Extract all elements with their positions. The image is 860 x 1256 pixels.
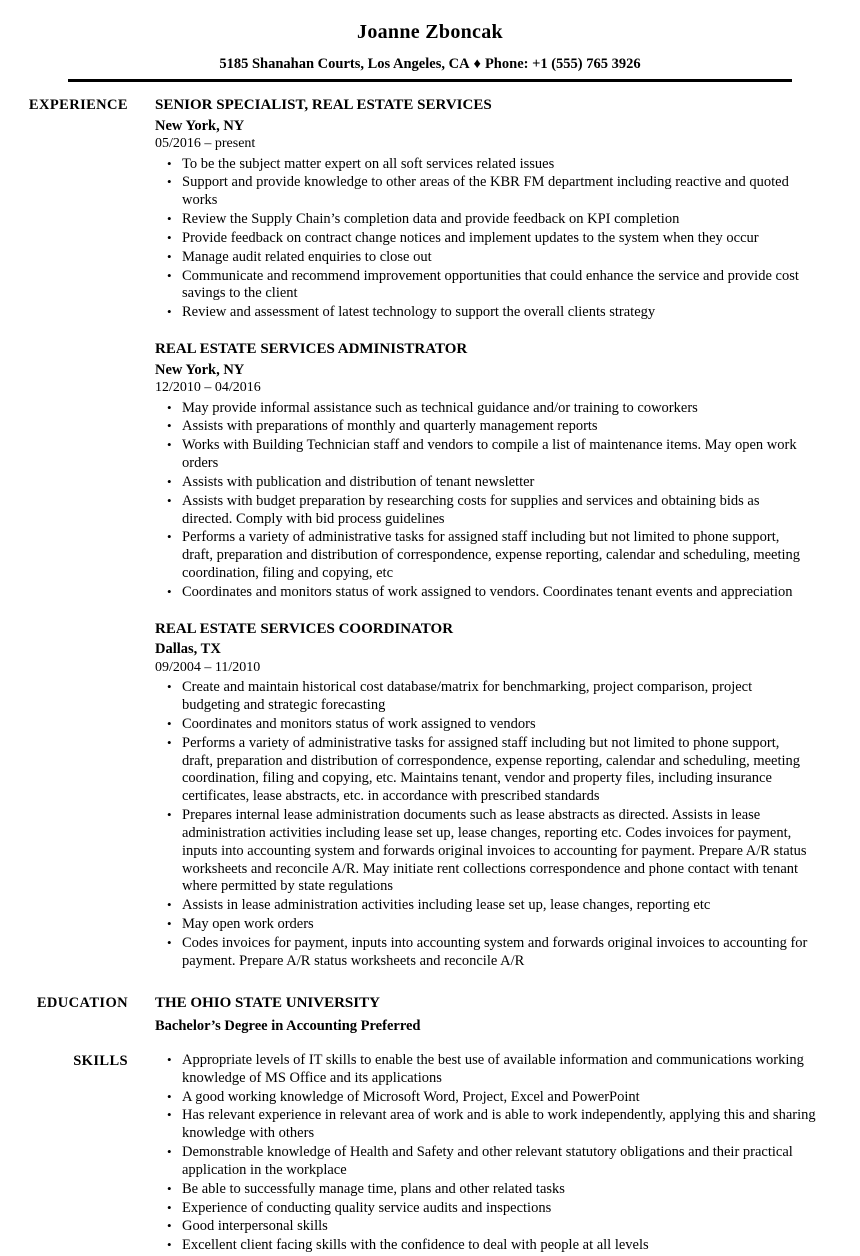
job-location: New York, NY	[155, 117, 245, 134]
skill-bullet: • Appropriate levels of IT skills to enable the best use of available information and communications working knowledge of MS Office and its applications	[155, 1052, 820, 1088]
section-label-education: EDUCATION	[36, 994, 128, 1011]
job-dates: 05/2016 – present	[155, 136, 256, 152]
section-experience	[0, 96, 860, 971]
skills-bullet-list	[155, 1052, 820, 1255]
job-entry	[155, 96, 810, 322]
job-bullet: • Assists with preparations of monthly and quarterly management reports	[155, 418, 810, 436]
contact-address: 5185 Shanahan Courts, Los Angeles, CA	[219, 56, 470, 72]
job-bullet: • Assists with publication and distribution of tenant newsletter	[155, 474, 810, 492]
section-label-experience: EXPERIENCE	[28, 97, 128, 114]
job-bullet: • Provide feedback on contract change notices and implement updates to the system when they occur	[155, 230, 810, 248]
job-location: Dallas, TX	[155, 641, 221, 658]
resume-header	[0, 0, 860, 82]
header-divider	[68, 79, 792, 82]
job-bullet: • Works with Building Technician staff and vendors to compile a list of maintenance items. May open work orders	[155, 437, 810, 473]
job-bullet: • To be the subject matter expert on all soft services related issues	[155, 156, 810, 174]
job-bullet: • Communicate and recommend improvement opportunities that could enhance the service and provide cost savings to the client	[155, 268, 810, 304]
diamond-separator-icon: ♦	[473, 56, 481, 72]
job-dates: 09/2004 – 11/2010	[155, 660, 261, 676]
education-school: THE OHIO STATE UNIVERSITY	[155, 994, 380, 1011]
job-dates: 12/2010 – 04/2016	[155, 380, 261, 396]
job-entry	[155, 620, 810, 971]
education-body	[128, 994, 860, 1036]
skill-bullet: • Be able to successfully manage time, plans and other related tasks	[155, 1181, 820, 1199]
skill-bullet: • Has relevant experience in relevant area of work and is able to work independently, applying this and sharing knowledge with others	[155, 1107, 820, 1143]
job-bullet: • Assists with budget preparation by researching costs for supplies and services and obtaining bids as directed. Comply with bid process guidelines	[155, 493, 810, 529]
section-skills	[0, 1052, 860, 1256]
section-label-skills: SKILLS	[73, 1052, 128, 1069]
experience-body	[128, 96, 860, 971]
job-bullet: • Prepares internal lease administration documents such as lease abstracts as directed. Assists in lease administration activities including lease set up, lease changes, reporting etc. Codes invoices for payment, inputs into accounting system and forwards original invoices to accounting for payment. Prepare A/R status worksheets and reconcile A/R. May initiate rent collections correspondence and phone contact with tenant where permitted by state regulations	[155, 807, 810, 896]
job-entry	[155, 340, 810, 602]
job-bullet: • Performs a variety of administrative tasks for assigned staff including but not limited to phone support, draft, preparation and distribution of correspondence, expense reporting, calendar and scheduling, meeting coordination, filing and copying, etc. Maintains tenant, vendor and property files, including insurance certificates, lease abstracts, etc. in accordance with prescribed standards	[155, 735, 810, 806]
job-bullet-list	[155, 679, 810, 970]
job-bullet: • Review and assessment of latest technology to support the overall clients strategy	[155, 304, 810, 322]
job-bullet: • May open work orders	[155, 916, 810, 934]
job-bullet: • Codes invoices for payment, inputs into accounting system and forwards original invoices to accounting for payment. Prepare A/R status worksheets and reconcile A/R	[155, 935, 810, 971]
job-bullet-list	[155, 156, 810, 322]
candidate-name: Joanne Zboncak	[357, 21, 503, 43]
job-bullet: • May provide informal assistance such as technical guidance and/or training to coworkers	[155, 400, 810, 418]
job-bullet: • Review the Supply Chain’s completion data and provide feedback on KPI completion	[155, 211, 810, 229]
job-bullet: • Manage audit related enquiries to close out	[155, 249, 810, 267]
job-bullet: • Assists in lease administration activities including lease set up, lease changes, reporting etc	[155, 897, 810, 915]
contact-phone: Phone: +1 (555) 765 3926	[484, 56, 641, 72]
job-bullet: • Support and provide knowledge to other areas of the KBR FM department including reactive and quoted works	[155, 174, 810, 210]
education-degree: Bachelor’s Degree in Accounting Preferred	[155, 1018, 421, 1035]
job-bullet: • Create and maintain historical cost database/matrix for benchmarking, project comparison, project budgeting and strategic forecasting	[155, 679, 810, 715]
contact-line	[0, 55, 860, 73]
job-bullet: • Coordinates and monitors status of work assigned to vendors. Coordinates tenant events and appreciation	[155, 584, 810, 602]
skills-body	[128, 1052, 860, 1256]
job-title: REAL ESTATE SERVICES COORDINATOR	[155, 620, 454, 637]
skill-bullet: • Demonstrable knowledge of Health and Safety and other relevant statutory obligations and their practical application in the workplace	[155, 1144, 820, 1180]
job-title: REAL ESTATE SERVICES ADMINISTRATOR	[155, 341, 468, 358]
skill-bullet: • A good working knowledge of Microsoft Word, Project, Excel and PowerPoint	[155, 1089, 820, 1107]
skill-bullet: • Experience of conducting quality service audits and inspections	[155, 1200, 820, 1218]
section-education	[0, 994, 860, 1036]
job-bullet-list	[155, 400, 810, 602]
skill-bullet: • Excellent client facing skills with the confidence to deal with people at all levels	[155, 1237, 820, 1255]
job-bullet: • Performs a variety of administrative tasks for assigned staff including but not limited to phone support, draft, preparation and distribution of correspondence, expense reporting, calendar and scheduling, meeting coordination, filing and copying, etc	[155, 529, 810, 582]
job-title: SENIOR SPECIALIST, REAL ESTATE SERVICES	[155, 97, 492, 114]
skill-bullet: • Good interpersonal skills	[155, 1218, 820, 1236]
job-location: New York, NY	[155, 361, 245, 378]
job-bullet: • Coordinates and monitors status of work assigned to vendors	[155, 716, 810, 734]
